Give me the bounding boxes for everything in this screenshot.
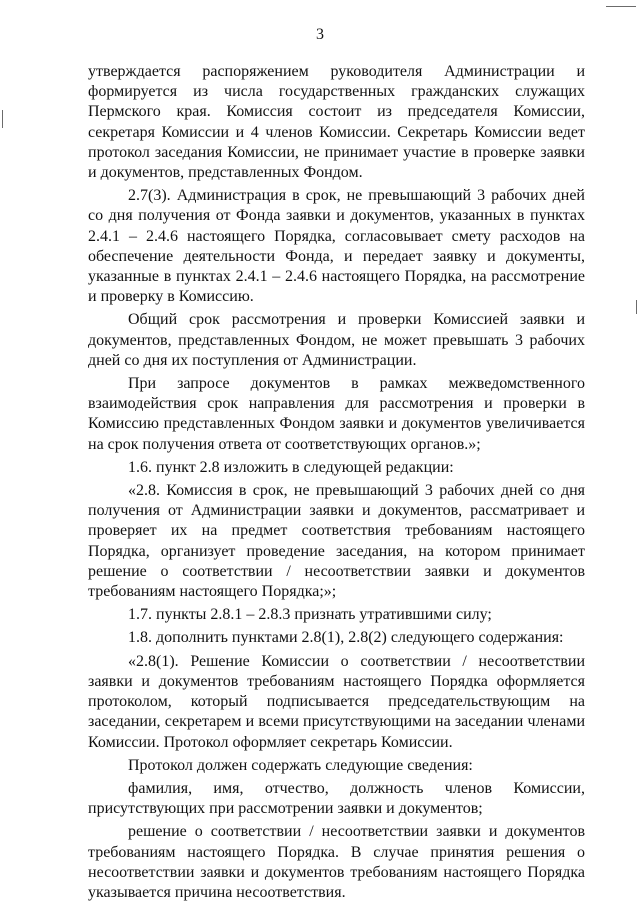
scan-edge-mark-right — [636, 300, 637, 314]
document-body — [88, 62, 585, 903]
paragraph-2-8-1: «2.8(1). Решение Комиссии о соответствии / несоответствии заявки и документов требованиям настоящего Порядка оформляется протоколом, который подписывается председательствующим на заседании, секретарем и всеми присутствующими на заседании членами Комиссии. Протокол оформляет секретарь Комиссии. — [88, 652, 585, 751]
paragraph-continuation: утверждается распоряжением руководителя Администрации и формируется из числа государственных гражданских служащих Пермского края. Комиссия состоит из председателя Комиссии, секретаря Комиссии и 4 членов Комиссии. Секретарь Комиссии ведет протокол заседания Комиссии, не принимает участие в проверке заявки и документов, представленных Фондом. — [88, 63, 585, 182]
scan-edge-mark-left — [2, 110, 3, 128]
paragraph-1-7: 1.7. пункты 2.8.1 – 2.8.3 признать утратившими силу; — [128, 606, 492, 624]
paragraph-interagency-request: При запросе документов в рамках межведомственного взаимодействия срок направления для рассмотрения и проверки в Комиссию представленных Фондом заявки и документов увеличивается на срок получения ответа от соответствующих органов.»; — [88, 375, 585, 453]
paragraph-2-7-3: 2.7(3). Администрация в срок, не превышающий 3 рабочих дней со дня получения от Фонда заявки и документов, указанных в пунктах 2.4.1 – 2.4.6 настоящего Порядка, согласовывает смету расходов на обеспечение деятельности Фонда, и передает заявку и документы, указанные в пунктах 2.4.1 – 2.4.6 настоящего Порядка, на рассмотрение и проверку в Комиссию. — [88, 187, 585, 306]
paragraph-members-list: фамилия, имя, отчество, должность членов Комиссии, присутствующих при рассмотрении заявки и документов; — [88, 779, 585, 818]
paragraph-protocol-contents: Протокол должен содержать следующие сведения: — [128, 756, 473, 774]
paragraph-decision: решение о соответствии / несоответствии заявки и документов требованиям настоящего Порядка. В случае принятия решения о несоответствии заявки и документов требованиям настоящего Порядка указывается причина несоответствия. — [88, 823, 585, 901]
paragraph-1-8: 1.8. дополнить пунктами 2.8(1), 2.8(2) следующего содержания: — [128, 629, 564, 647]
scan-edge-mark-top-right — [606, 6, 636, 7]
paragraph-2-8: «2.8. Комиссия в срок, не превышающий 3 рабочих дней со дня получения от Администрации заявки и документов, рассматривает и проверяет их на предмет соответствия требованиям настоящего Порядка, организует проведение заседания, на котором принимает решение о соответствии / несоответствии заявки и документов требованиям настоящего Порядка;»; — [88, 482, 585, 601]
paragraph-1-6: 1.6. пункт 2.8 изложить в следующей редакции: — [128, 458, 454, 476]
paragraph-review-term: Общий срок рассмотрения и проверки Комиссией заявки и документов, представленных Фондом, не может превышать 3 рабочих дней со дня их поступления от Администрации. — [88, 311, 585, 369]
page-number: 3 — [316, 26, 324, 43]
